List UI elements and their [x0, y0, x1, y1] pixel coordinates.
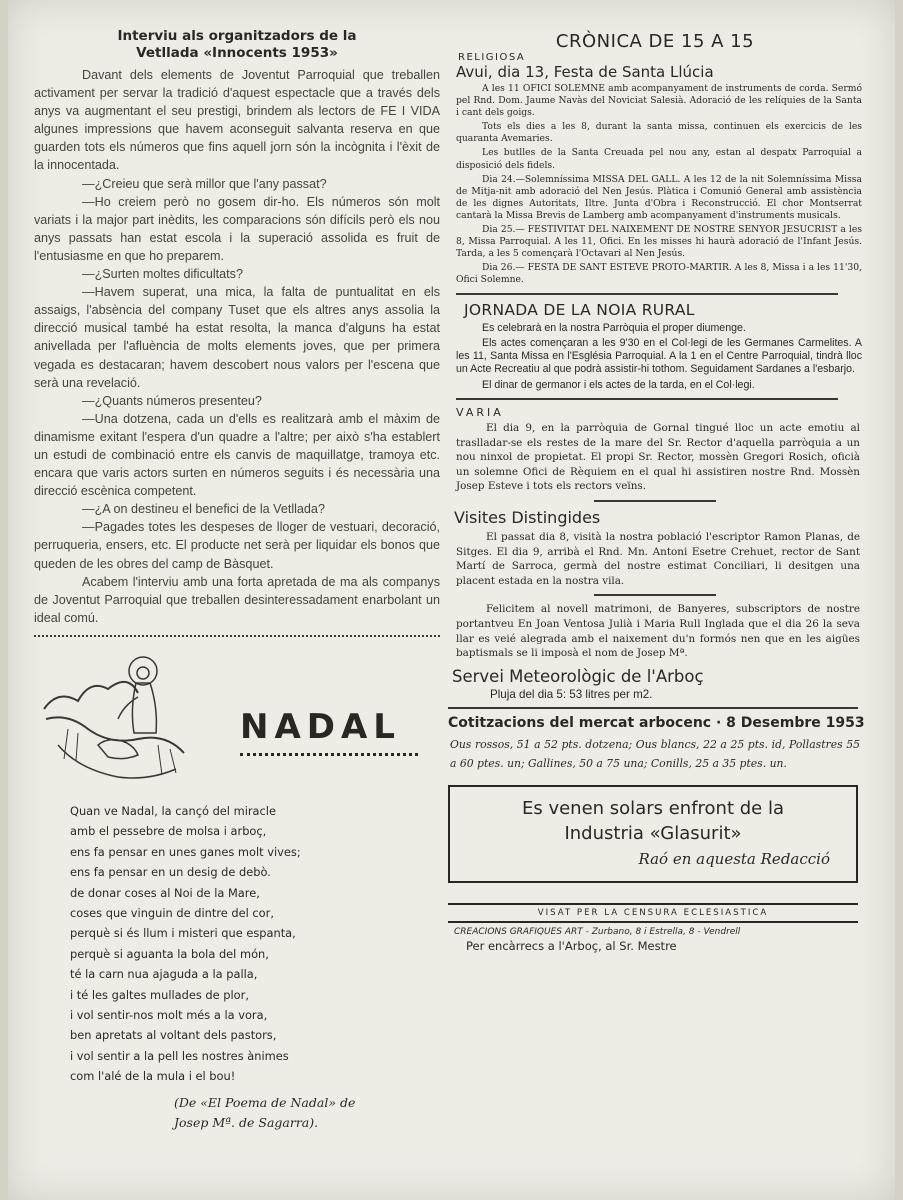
religiosa-label: RELIGIOSA [458, 52, 526, 63]
cotizacions-heading: Cotitzacions del mercat arbocenc · 8 Desembre 1953 [448, 714, 865, 731]
interview-paragraph: —¿A on destineu el benefici de la Vetllada? [82, 502, 325, 517]
poem-line: de donar coses al Noi de la Mare, [70, 885, 260, 900]
varia-paragraph: El dia 9, en la parròquia de Gornal tingué lloc un acte emotiu al traslladar-se els restes de la mare del Sr. Rector d'aquella parròquia a un nou ninxol de propietat. El propi Sr. Rector, mossèn Gregori Rosich, oficià un solemne Ofici de Rèquiem en el qual hi assistiren nostre Rnd. Mossèn Josep Esteve i tots els rectors veïns. [456, 421, 860, 493]
interview-paragraph: Acabem l'interviu amb una forta apretada de ma als companys de Joventut Parroquial que treballen desinteressadament enarbolant un ideal comú. [34, 574, 440, 625]
interview-paragraph: —Una dotzena, cada un d'ells es realitzarà amb el màxim de dinamisme exitant l'espera d'un quadre a l'altre; per això s'ha establert un estudi de combinació entre els canvis de maquillatge, tramoya etc. encara que varis actors surten en números seguits i és necessària una direcció escènica competent. [34, 411, 440, 499]
orders-note: Per encàrrecs a l'Arboç, al Sr. Mestre [466, 938, 677, 953]
censura-text: VISAT PER LA CENSURA ECLESIASTICA [537, 907, 769, 918]
ad-line-1: Es venen solars enfront de la [521, 797, 784, 819]
interview-paragraph: —¿Creieu que serà millor que l'any passat? [82, 176, 327, 191]
meteo-text: Pluja del dia 5: 53 litres per m2. [490, 687, 653, 701]
meteo-heading: Servei Meteorològic de l'Arboç [452, 666, 704, 686]
jornada-paragraph: Els actes començaran a les 9'30 en el Col·legi de les Germanes Carmelites. A les 11, Santa Missa en l'Església Parroquial. A la 1 en el Centre Parroquial, tindrà lloc un Acte Recreatiu al que podrà assistir-hi tothom. Seguidament Sardanes a l'esbarjo. [456, 336, 862, 376]
left-column [34, 28, 440, 1133]
divider-varia [594, 500, 716, 502]
nadal-title: NADAL [240, 706, 401, 747]
religiosa-paragraph: Dia 26.— FESTA DE SANT ESTEVE PROTO-MARTIR. A les 8, Missa i a les 11'30, Ofici Solemne. [456, 262, 862, 286]
poem-line: Quan ve Nadal, la cançó del miracle [70, 803, 276, 818]
visites-heading: Visites Distingides [454, 507, 601, 527]
poem-citation [174, 1093, 440, 1133]
nadal-poem [70, 801, 440, 1087]
interview-paragraph: —¿Quants números presenteu? [82, 393, 262, 408]
ad-line-2: Industria «Glasurit» [564, 822, 742, 844]
visites-paragraph-1: El passat dia 8, visità la nostra població l'escriptor Ramon Planas, de Sitges. El dia 9, arribà el Rnd. Mn. Antoni Esetre Crehuet, rector de Sant Martí de Sarroca, germà del nostre estimat Conciliari, li desitgen una placent estada en la nostra vila. [456, 530, 860, 587]
interview-title-line-1: Interviu als organitzadors de la [117, 28, 357, 44]
visites-paragraph-2: Felicitem al novell matrimoni, de Banyeres, subscriptors de nostre portantveu En Joan Ventosa Julià i Maria Rull Inglada que el dia 26 la seva llar es veié alegrada amb el naixement du'n formós nen que en les aigües baptismals se li imposà el nom de Josep Mª. [456, 603, 860, 660]
nadal-heading-block [34, 645, 440, 795]
poem-citation-line-1: (De «El Poema de Nadal» de [174, 1094, 356, 1110]
poem-line: coses que vinguin de dintre del cor, [70, 905, 274, 920]
interview-title [34, 28, 440, 62]
newspaper-page [8, 0, 895, 1200]
cotizacions-text: Ous rossos, 51 a 52 pts. dotzena; Ous blancs, 22 a 25 pts. id, Pollastres 55 a 60 ptes. un; Gallines, 50 a 75 una; Conills, 25 a 35 ptes. un. [450, 737, 860, 770]
jornada-paragraph: Es celebrarà en la nostra Parròquia el proper diumenge. [482, 321, 746, 334]
jornada-body [444, 322, 866, 392]
poem-line: i vol sentir a la pell les nostres ànimes [70, 1048, 289, 1063]
divider-meteo [448, 707, 858, 709]
interview-paragraph: —Havem superat, una mica, la falta de puntualitat en els assaigs, l'absència del company Tuset que els altres anys assolia la direcció musical també ha estat resolta, la manca d'alguns ha estat anivellada per l'afluència de molts elements joves, que per primera vegada es destacaran; havem descobert nous valors per l'escena que serà una revelació. [34, 285, 440, 390]
varia-label: VARIA [456, 405, 504, 419]
cronica-title: CRÒNICA DE 15 A 15 [555, 31, 755, 52]
divider-interview [34, 635, 440, 637]
poem-line: ens fa pensar en un desig de debò. [70, 865, 271, 880]
nativity-illustration [38, 649, 188, 787]
poem-citation-line-2: Josep Mª. de Sagarra). [174, 1114, 319, 1130]
poem-line: perquè si és llum i misteri que espanta, [70, 926, 296, 941]
divider-religiosa [456, 293, 838, 295]
religiosa-paragraph: Les butlles de la Santa Creuada pel nou any, estan al despatx Parroquial a disposició dels fidels. [456, 147, 862, 171]
religiosa-paragraph: Tots els dies a les 8, durant la santa missa, continuen els exercicis de les quaranta Avemaries. [456, 121, 862, 145]
poem-line: perquè si aguanta la bola del món, [70, 946, 269, 961]
interview-title-line-2: Vetllada «Innocents 1953» [136, 45, 338, 61]
censura-box [448, 903, 858, 923]
santa-llucia-heading: Avui, dia 13, Festa de Santa Llúcia [456, 63, 714, 81]
interview-paragraph: —Ho creiem però no gosem dir-ho. Els números són molt variats i la major part inèdits, les comparacions són difícils però els nou anys passats han estat escola i la superació assolida es fruit de l'entusiasme en que ho preparem. [34, 194, 440, 263]
divider-visites [594, 594, 716, 596]
religiosa-paragraph: Dia 25.— FESTIVITAT DEL NAIXEMENT DE NOSTRE SENYOR JESUCRIST a les 8, Missa Parroquial. A les 11, Ofici. En les misses hi haurà adoració de l'Infant Jesús. Tarda, a les 5 començarà l'Octavari al Nen Jesús. [456, 224, 862, 260]
divider-jornada [456, 398, 838, 400]
printer-credit: CREACIONS GRAFIQUES ART - Zurbano, 8 i Estrella, 8 - Vendrell [454, 926, 741, 937]
poem-line: i vol sentir-nos molt més a la vora, [70, 1007, 268, 1022]
poem-line: i té les galtes mullades de plor, [70, 987, 249, 1002]
ad-line-3: Raó en aquesta Redacció [638, 849, 830, 868]
jornada-heading: JORNADA DE LA NOIA RURAL [464, 300, 695, 319]
jornada-paragraph: El dinar de germanor i els actes de la tarda, en el Col·legi. [482, 378, 755, 391]
poem-line: ens fa pensar en unes ganes molt vives; [70, 844, 301, 859]
religiosa-body [444, 83, 866, 287]
religiosa-paragraph: A les 11 OFICI SOLEMNE amb acompanyament de instruments de corda. Sermó pel Rnd. Dom. Jaume Navàs del Noviciat Salesià. Adoració de les relíquies de la Santa i cant dels goigs. [456, 83, 862, 119]
interview-body [34, 66, 440, 627]
advertisement-box [448, 785, 858, 883]
poem-line: ben apretats al voltant dels pastors, [70, 1028, 277, 1043]
poem-line: té la carn nua ajaguda a la palla, [70, 967, 258, 982]
interview-paragraph: Davant dels elements de Joventut Parroquial que treballen activament per servar la tradició d'aquest espectacle que a través dels anys va augmentant el seu prestigi, brindem als lectors de FE I VIDA algunes impressions que havem aconseguit salvanta reserva en que guarden tots els números que fins aquell jorn són la incògnita i l'èxit de la innocentada. [34, 68, 440, 173]
poem-line: amb el pessebre de molsa i arboç, [70, 824, 267, 839]
interview-paragraph: —Pagades totes les despeses de lloger de vestuari, decoració, perruqueria, ensers, etc. El producte net serà per liquidar els bonos que queden de les obres del camp de Bàsquet. [34, 520, 440, 571]
right-column [444, 28, 866, 953]
nadal-underline [240, 753, 418, 756]
interview-paragraph: —¿Surten moltes dificultats? [82, 267, 243, 282]
poem-line: com l'alé de la mula i el bou! [70, 1069, 236, 1084]
religiosa-paragraph: Dia 24.—Solemníssima MISSA DEL GALL. A les 12 de la nit Solemníssima Missa de Mitja-nit amb adoració del Nen Jesús. Plàtica i Comunió General amb assistència de les dignes Autoritats, Iltre. Junta d'Obra i Reconstrucció. El chor Montserrat cantarà la Missa Brevis de Lamberg amb acompanyament d'instruments musicals. [456, 173, 862, 221]
